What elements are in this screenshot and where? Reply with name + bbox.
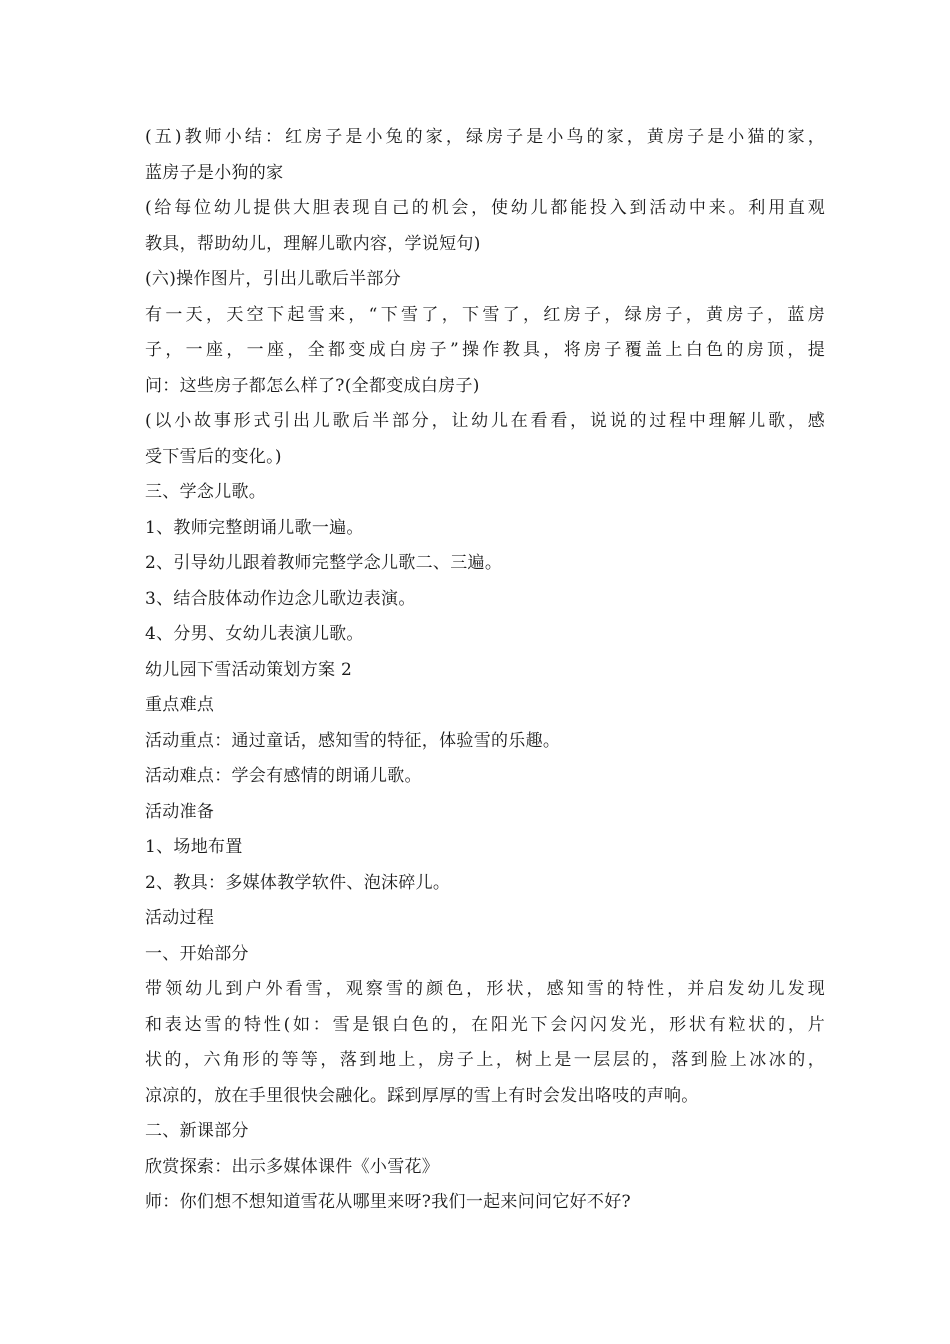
text-line: 3、结合肢体动作边念儿歌边表演。: [145, 588, 416, 609]
text-line: 幼儿园下雪活动策划方案 2: [145, 659, 353, 680]
text-line: (五)教师小结：红房子是小兔的家，绿房子是小鸟的家，黄房子是小猫的家，: [145, 127, 825, 147]
text-line: 1、场地布置: [145, 837, 243, 857]
text-line: 2、引导幼儿跟着教师完整学念儿歌二、三遍。: [145, 553, 503, 573]
text-line: 凉凉的，放在手里很快会融化。踩到厚厚的雪上有时会发出咯吱的声响。: [145, 1085, 699, 1106]
text-line: 一、开始部分: [145, 943, 249, 964]
text-line: 活动准备: [145, 801, 215, 822]
text-line: 欣赏探索：出示多媒体课件《小雪花》: [145, 1156, 440, 1177]
text-line: 4、分男、女幼儿表演儿歌。: [145, 624, 364, 644]
document-body: [145, 120, 825, 1221]
text-line: 受下雪后的变化。): [145, 446, 282, 467]
text-line: 有一天，天空下起雪来，“下雪了，下雪了，红房子，绿房子，黄房子，蓝房: [145, 304, 825, 325]
text-line: (给每位幼儿提供大胆表现自己的机会，使幼儿都能投入到活动中来。利用直观: [145, 198, 825, 218]
text-line: 活动难点：学会有感情的朗诵儿歌。: [145, 766, 422, 786]
text-line: 和表达雪的特性(如：雪是银白色的，在阳光下会闪闪发光，形状有粒状的，片: [145, 1014, 825, 1035]
text-line: 问：这些房子都怎么样了?(全都变成白房子): [145, 375, 480, 396]
text-line: 状的，六角形的等等，落到地上，房子上，树上是一层层的，落到脸上冰冰的，: [145, 1050, 825, 1070]
text-line: (六)操作图片，引出儿歌后半部分: [145, 269, 402, 289]
text-line: 子，一座，一座，全都变成白房子”操作教具，将房子覆盖上白色的房顶，提: [145, 340, 825, 360]
text-line: (以小故事形式引出儿歌后半部分，让幼儿在看看，说说的过程中理解儿歌，感: [145, 411, 825, 431]
text-line: 师：你们想不想知道雪花从哪里来呀?我们一起来问问它好不好?: [145, 1192, 631, 1212]
text-line: 活动过程: [145, 908, 215, 928]
text-line: 蓝房子是小狗的家: [145, 162, 284, 183]
text-line: 带领幼儿到户外看雪，观察雪的颜色，形状，感知雪的特性，并启发幼儿发现: [145, 979, 825, 999]
text-line: 重点难点: [145, 695, 215, 715]
text-line: 二、新课部分: [145, 1121, 249, 1141]
text-line: 2、教具：多媒体教学软件、泡沫碎儿。: [145, 872, 451, 893]
text-line: 教具，帮助幼儿，理解儿歌内容，学说短句): [145, 233, 481, 254]
text-line: 三、学念儿歌。: [145, 482, 267, 502]
text-line: 活动重点：通过童话，感知雪的特征，体验雪的乐趣。: [145, 730, 561, 751]
text-line: 1、教师完整朗诵儿歌一遍。: [145, 517, 364, 538]
